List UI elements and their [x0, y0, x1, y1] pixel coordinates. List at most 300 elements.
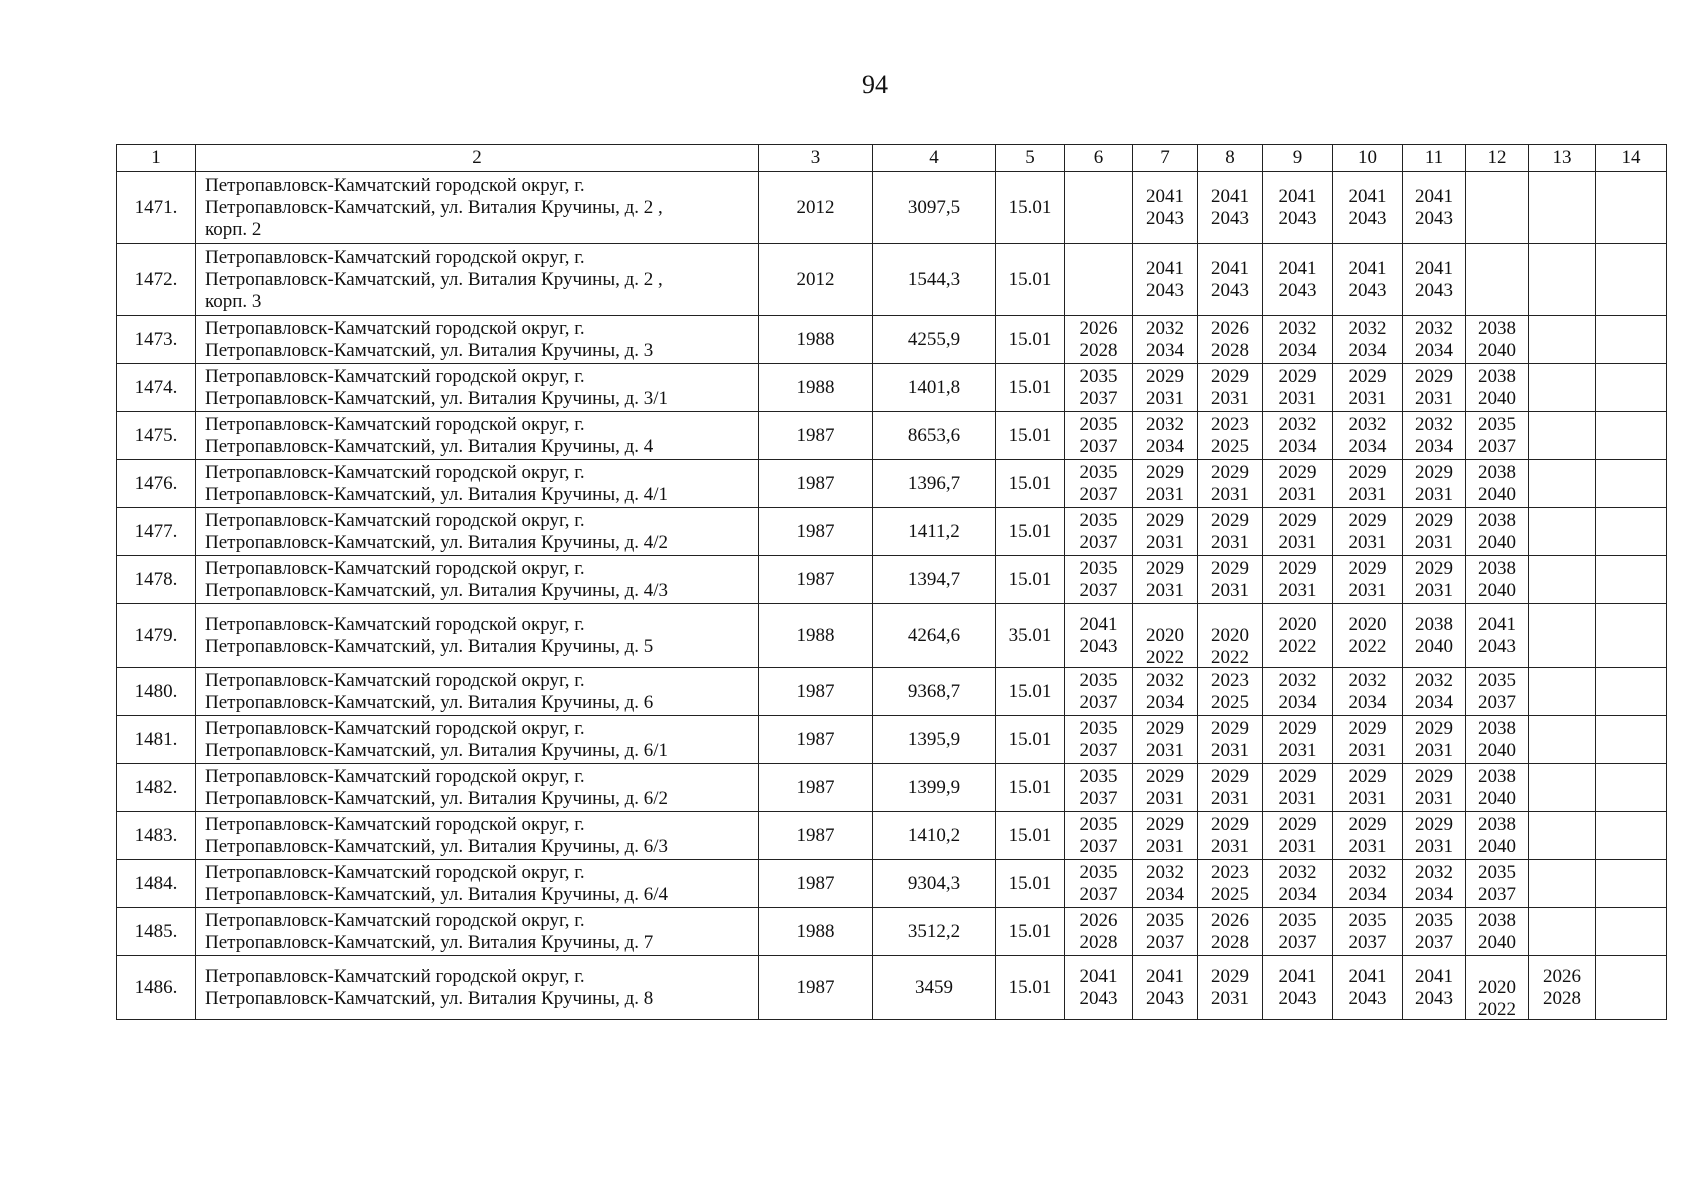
period-end: 2034 [1415, 691, 1453, 713]
period-end: 2031 [1211, 987, 1249, 1009]
period-end: 2037 [1348, 931, 1387, 953]
period-end: 2034 [1278, 435, 1317, 457]
year-built-cell: 1988 [759, 604, 873, 668]
period-cell-7 [1133, 812, 1198, 860]
code-cell: 15.01 [996, 460, 1065, 508]
period-cell-11 [1403, 812, 1466, 860]
period-start: 2029 [1278, 461, 1317, 483]
period-cell-11 [1403, 668, 1466, 716]
period-cell-7 [1133, 412, 1198, 460]
period-end: 2031 [1211, 739, 1249, 761]
period-end: 2034 [1415, 883, 1453, 905]
period-cell-7 [1133, 908, 1198, 956]
address-line: Петропавловск-Камчатский городской округ, г. [205, 613, 585, 635]
period-cell-9 [1263, 604, 1333, 668]
period-end: 2031 [1278, 579, 1317, 601]
period-end: 2040 [1478, 739, 1516, 761]
table-row [117, 668, 1667, 716]
area-cell: 1401,8 [873, 364, 996, 412]
area-cell: 1411,2 [873, 508, 996, 556]
period-cell-12 [1466, 508, 1529, 556]
table-row [117, 860, 1667, 908]
year-built-cell: 1987 [759, 764, 873, 812]
period-start: 2032 [1146, 413, 1184, 435]
period-cell-12 [1466, 860, 1529, 908]
period-cell-9 [1263, 764, 1333, 812]
address-line: Петропавловск-Камчатский, ул. Виталия Кручины, д. 7 [205, 931, 654, 953]
period-end: 2031 [1415, 531, 1453, 553]
period-cell-10 [1333, 668, 1403, 716]
period-start: 2032 [1146, 317, 1184, 339]
column-header-9: 9 [1263, 145, 1333, 172]
table-body [117, 172, 1667, 1020]
period-end: 2037 [1478, 691, 1516, 713]
address-cell [196, 812, 759, 860]
period-cell-14 [1596, 668, 1667, 716]
column-header-4: 4 [873, 145, 996, 172]
period-start: 2035 [1079, 365, 1118, 387]
period-end: 2040 [1478, 387, 1516, 409]
address-cell [196, 412, 759, 460]
period-start: 2029 [1211, 461, 1249, 483]
address-line: Петропавловск-Камчатский городской округ, г. [205, 365, 585, 387]
period-end: 2034 [1348, 339, 1387, 361]
period-start: 2041 [1415, 185, 1453, 207]
period-start: 2029 [1348, 813, 1387, 835]
period-cell-11 [1403, 860, 1466, 908]
period-start: 2038 [1478, 813, 1516, 835]
period-end: 2031 [1278, 531, 1317, 553]
period-cell-8 [1198, 956, 1263, 1020]
period-start: 2029 [1415, 509, 1453, 531]
period-cell-6 [1065, 604, 1133, 668]
period-cell-10 [1333, 412, 1403, 460]
period-cell-6 [1065, 812, 1133, 860]
period-end: 2040 [1478, 835, 1516, 857]
period-end: 2043 [1146, 207, 1184, 229]
period-end: 2040 [1478, 931, 1516, 953]
period-cell-12 [1466, 812, 1529, 860]
address-line: корп. 2 [205, 218, 262, 240]
period-cell-13 [1529, 956, 1596, 1020]
period-cell-6 [1065, 460, 1133, 508]
column-header-13: 13 [1529, 145, 1596, 172]
period-end: 2031 [1348, 739, 1387, 761]
period-cell-12 [1466, 316, 1529, 364]
period-start: 2032 [1348, 413, 1387, 435]
address-line: Петропавловск-Камчатский, ул. Виталия Кручины, д. 6/3 [205, 835, 669, 857]
period-cell-9 [1263, 364, 1333, 412]
table-row [117, 508, 1667, 556]
row-number-cell: 1485. [117, 908, 196, 956]
period-end: 2043 [1348, 279, 1387, 301]
column-header-6: 6 [1065, 145, 1133, 172]
period-end: 2043 [1348, 207, 1387, 229]
period-end: 2043 [1348, 987, 1387, 1009]
column-header-7: 7 [1133, 145, 1198, 172]
period-end: 2034 [1348, 883, 1387, 905]
period-cell-14 [1596, 956, 1667, 1020]
address-line: Петропавловск-Камчатский городской округ, г. [205, 174, 585, 196]
period-start: 2023 [1211, 413, 1249, 435]
area-cell: 1399,9 [873, 764, 996, 812]
period-start: 2035 [1478, 669, 1516, 691]
address-cell [196, 604, 759, 668]
period-cell-13 [1529, 460, 1596, 508]
period-cell-6 [1065, 556, 1133, 604]
area-cell: 8653,6 [873, 412, 996, 460]
table-row [117, 364, 1667, 412]
period-end: 2031 [1278, 739, 1317, 761]
address-cell [196, 556, 759, 604]
period-cell-12 [1466, 244, 1529, 316]
period-cell-6 [1065, 956, 1133, 1020]
period-cell-11 [1403, 460, 1466, 508]
code-cell: 15.01 [996, 956, 1065, 1020]
period-start: 2035 [1079, 861, 1118, 883]
year-built-cell: 1988 [759, 316, 873, 364]
period-end: 2043 [1278, 279, 1317, 301]
period-start: 2032 [1415, 861, 1453, 883]
period-end: 2043 [1079, 635, 1118, 657]
period-end: 2025 [1211, 883, 1249, 905]
period-end: 2031 [1415, 787, 1453, 809]
period-start: 2041 [1211, 185, 1249, 207]
period-start: 2029 [1348, 365, 1387, 387]
table-row [117, 244, 1667, 316]
period-cell-6 [1065, 908, 1133, 956]
period-cell-14 [1596, 364, 1667, 412]
address-line: Петропавловск-Камчатский, ул. Виталия Кручины, д. 6/2 [205, 787, 669, 809]
period-cell-12 [1466, 764, 1529, 812]
period-end: 2031 [1278, 387, 1317, 409]
period-cell-13 [1529, 412, 1596, 460]
period-end: 2031 [1348, 579, 1387, 601]
period-end: 2031 [1146, 579, 1184, 601]
period-start: 2035 [1415, 909, 1453, 931]
period-start: 2029 [1348, 717, 1387, 739]
period-start: 2041 [1146, 965, 1184, 987]
address-cell [196, 172, 759, 244]
period-cell-11 [1403, 716, 1466, 764]
period-cell-8 [1198, 716, 1263, 764]
column-header-8: 8 [1198, 145, 1263, 172]
address-cell [196, 764, 759, 812]
period-end: 2031 [1146, 387, 1184, 409]
period-start: 2035 [1079, 413, 1118, 435]
period-cell-8 [1198, 244, 1263, 316]
period-end: 2031 [1278, 483, 1317, 505]
period-cell-11 [1403, 604, 1466, 668]
period-start: 2035 [1478, 861, 1516, 883]
period-start: 2026 [1211, 317, 1249, 339]
period-end: 2031 [1146, 739, 1184, 761]
address-line: Петропавловск-Камчатский городской округ, г. [205, 509, 585, 531]
address-line: Петропавловск-Камчатский городской округ, г. [205, 765, 585, 787]
period-start: 2029 [1348, 557, 1387, 579]
table-row [117, 716, 1667, 764]
period-start: 2029 [1278, 557, 1317, 579]
period-start: 2029 [1278, 717, 1317, 739]
address-line: Петропавловск-Камчатский, ул. Виталия Кручины, д. 4/1 [205, 483, 669, 505]
address-line: Петропавловск-Камчатский городской округ, г. [205, 669, 585, 691]
period-cell-13 [1529, 668, 1596, 716]
period-start: 2035 [1079, 509, 1118, 531]
period-cell-14 [1596, 508, 1667, 556]
period-start: 2029 [1211, 813, 1249, 835]
column-header-11: 11 [1403, 145, 1466, 172]
year-built-cell: 1987 [759, 412, 873, 460]
area-cell: 3512,2 [873, 908, 996, 956]
period-cell-13 [1529, 604, 1596, 668]
period-cell-8 [1198, 764, 1263, 812]
period-start: 2029 [1211, 509, 1249, 531]
period-cell-10 [1333, 908, 1403, 956]
period-end: 2022 [1146, 646, 1184, 668]
period-cell-8 [1198, 556, 1263, 604]
address-line: Петропавловск-Камчатский городской округ, г. [205, 909, 585, 931]
row-number-cell: 1474. [117, 364, 196, 412]
area-cell: 1396,7 [873, 460, 996, 508]
period-end: 2037 [1079, 691, 1118, 713]
area-cell: 1544,3 [873, 244, 996, 316]
period-cell-11 [1403, 508, 1466, 556]
period-end: 2040 [1478, 531, 1516, 553]
address-cell [196, 364, 759, 412]
year-built-cell: 1987 [759, 860, 873, 908]
period-end: 2028 [1211, 931, 1249, 953]
address-line: Петропавловск-Камчатский, ул. Виталия Кручины, д. 3 [205, 339, 654, 361]
code-cell: 15.01 [996, 364, 1065, 412]
address-line: Петропавловск-Камчатский городской округ, г. [205, 461, 585, 483]
address-cell [196, 716, 759, 764]
address-line: Петропавловск-Камчатский, ул. Виталия Кручины, д. 4 [205, 435, 654, 457]
code-cell: 15.01 [996, 716, 1065, 764]
address-line: Петропавловск-Камчатский, ул. Виталия Кручины, д. 6/1 [205, 739, 669, 761]
period-start: 2029 [1211, 765, 1249, 787]
period-end: 2034 [1146, 339, 1184, 361]
address-line: Петропавловск-Камчатский, ул. Виталия Кручины, д. 4/2 [205, 531, 669, 553]
period-start: 2020 [1278, 613, 1317, 635]
period-cell-10 [1333, 364, 1403, 412]
period-end: 2043 [1415, 987, 1453, 1009]
period-cell-13 [1529, 716, 1596, 764]
period-cell-8 [1198, 412, 1263, 460]
year-built-cell: 1987 [759, 508, 873, 556]
period-start: 2038 [1478, 765, 1516, 787]
period-cell-9 [1263, 244, 1333, 316]
period-end: 2022 [1478, 998, 1516, 1020]
period-start: 2041 [1348, 965, 1387, 987]
period-end: 2043 [1211, 207, 1249, 229]
table-row [117, 956, 1667, 1020]
period-cell-12 [1466, 172, 1529, 244]
period-cell-9 [1263, 172, 1333, 244]
period-end: 2031 [1415, 739, 1453, 761]
row-number-cell: 1475. [117, 412, 196, 460]
row-number-cell: 1486. [117, 956, 196, 1020]
period-cell-10 [1333, 956, 1403, 1020]
period-end: 2043 [1415, 207, 1453, 229]
period-start: 2026 [1211, 909, 1249, 931]
period-end: 2037 [1079, 531, 1118, 553]
period-cell-9 [1263, 860, 1333, 908]
period-cell-9 [1263, 508, 1333, 556]
period-start: 2032 [1348, 669, 1387, 691]
period-cell-8 [1198, 668, 1263, 716]
address-line: Петропавловск-Камчатский, ул. Виталия Кручины, д. 3/1 [205, 387, 669, 409]
row-number-cell: 1483. [117, 812, 196, 860]
table-row [117, 460, 1667, 508]
code-cell: 15.01 [996, 316, 1065, 364]
period-end: 2028 [1543, 987, 1581, 1009]
period-end: 2037 [1079, 835, 1118, 857]
address-line: Петропавловск-Камчатский городской округ, г. [205, 861, 585, 883]
period-end: 2034 [1278, 339, 1317, 361]
period-cell-6 [1065, 412, 1133, 460]
period-start: 2038 [1478, 365, 1516, 387]
address-cell [196, 508, 759, 556]
period-end: 2037 [1079, 739, 1118, 761]
period-end: 2031 [1211, 531, 1249, 553]
period-cell-8 [1198, 460, 1263, 508]
table-row [117, 172, 1667, 244]
period-start: 2041 [1348, 257, 1387, 279]
address-cell [196, 244, 759, 316]
period-cell-11 [1403, 956, 1466, 1020]
period-end: 2022 [1211, 646, 1249, 668]
period-cell-13 [1529, 508, 1596, 556]
period-cell-10 [1333, 556, 1403, 604]
period-start: 2032 [1415, 669, 1453, 691]
period-start: 2038 [1415, 613, 1453, 635]
period-cell-11 [1403, 172, 1466, 244]
period-end: 2043 [1278, 207, 1317, 229]
period-end: 2043 [1478, 635, 1516, 657]
address-line: Петропавловск-Камчатский городской округ, г. [205, 317, 585, 339]
code-cell: 15.01 [996, 556, 1065, 604]
address-line: Петропавловск-Камчатский городской округ, г. [205, 413, 585, 435]
period-cell-9 [1263, 716, 1333, 764]
area-cell: 1410,2 [873, 812, 996, 860]
year-built-cell: 1988 [759, 364, 873, 412]
period-start: 2038 [1478, 461, 1516, 483]
area-cell: 1394,7 [873, 556, 996, 604]
period-start: 2038 [1478, 717, 1516, 739]
period-cell-13 [1529, 764, 1596, 812]
address-line: Петропавловск-Камчатский городской округ, г. [205, 965, 585, 987]
period-cell-14 [1596, 460, 1667, 508]
period-start: 2029 [1211, 557, 1249, 579]
table-row [117, 316, 1667, 364]
period-end: 2034 [1278, 691, 1317, 713]
period-cell-13 [1529, 364, 1596, 412]
year-built-cell: 1987 [759, 460, 873, 508]
period-start: 2029 [1146, 813, 1184, 835]
period-start: 2041 [1478, 613, 1516, 635]
period-end: 2037 [1079, 787, 1118, 809]
area-cell: 9368,7 [873, 668, 996, 716]
column-header-5: 5 [996, 145, 1065, 172]
page-number: 94 [862, 70, 888, 99]
period-cell-13 [1529, 860, 1596, 908]
period-cell-14 [1596, 172, 1667, 244]
period-end: 2031 [1211, 579, 1249, 601]
period-start: 2029 [1211, 365, 1249, 387]
period-start: 2032 [1278, 413, 1317, 435]
period-cell-11 [1403, 412, 1466, 460]
period-cell-12 [1466, 460, 1529, 508]
row-number-cell: 1478. [117, 556, 196, 604]
period-start: 2029 [1415, 365, 1453, 387]
period-cell-8 [1198, 860, 1263, 908]
period-cell-7 [1133, 508, 1198, 556]
table-row [117, 908, 1667, 956]
period-cell-7 [1133, 556, 1198, 604]
period-end: 2031 [1415, 387, 1453, 409]
period-cell-12 [1466, 364, 1529, 412]
period-cell-6 [1065, 244, 1133, 316]
period-cell-7 [1133, 244, 1198, 316]
period-cell-10 [1333, 316, 1403, 364]
period-end: 2031 [1348, 387, 1387, 409]
period-cell-12 [1466, 908, 1529, 956]
period-end: 2037 [1079, 387, 1118, 409]
period-cell-8 [1198, 172, 1263, 244]
period-cell-14 [1596, 412, 1667, 460]
period-start: 2032 [1146, 861, 1184, 883]
period-start: 2023 [1211, 669, 1249, 691]
period-end: 2031 [1211, 787, 1249, 809]
register-table [116, 144, 1667, 1020]
year-built-cell: 2012 [759, 244, 873, 316]
period-cell-10 [1333, 604, 1403, 668]
period-end: 2037 [1278, 931, 1317, 953]
period-cell-14 [1596, 716, 1667, 764]
period-start: 2020 [1348, 613, 1387, 635]
period-cell-10 [1333, 460, 1403, 508]
column-number-row [117, 145, 1667, 172]
period-cell-8 [1198, 316, 1263, 364]
period-start: 2026 [1079, 317, 1118, 339]
table-row [117, 604, 1667, 668]
address-line: Петропавловск-Камчатский, ул. Виталия Кручины, д. 4/3 [205, 579, 669, 601]
period-end: 2031 [1146, 483, 1184, 505]
address-line: Петропавловск-Камчатский, ул. Виталия Кручины, д. 2 , [205, 268, 663, 290]
code-cell: 15.01 [996, 860, 1065, 908]
period-end: 2034 [1146, 691, 1184, 713]
table-row [117, 412, 1667, 460]
period-end: 2028 [1211, 339, 1249, 361]
period-end: 2031 [1415, 483, 1453, 505]
code-cell: 15.01 [996, 508, 1065, 556]
period-end: 2031 [1415, 835, 1453, 857]
period-cell-7 [1133, 604, 1198, 668]
period-cell-11 [1403, 764, 1466, 812]
period-cell-6 [1065, 716, 1133, 764]
period-cell-6 [1065, 668, 1133, 716]
period-end: 2037 [1079, 435, 1118, 457]
period-start: 2029 [1348, 509, 1387, 531]
period-cell-7 [1133, 460, 1198, 508]
period-start: 2032 [1278, 861, 1317, 883]
period-end: 2043 [1211, 279, 1249, 301]
period-cell-10 [1333, 244, 1403, 316]
year-built-cell: 2012 [759, 172, 873, 244]
period-end: 2031 [1146, 531, 1184, 553]
period-start: 2029 [1278, 509, 1317, 531]
period-start: 2029 [1415, 765, 1453, 787]
